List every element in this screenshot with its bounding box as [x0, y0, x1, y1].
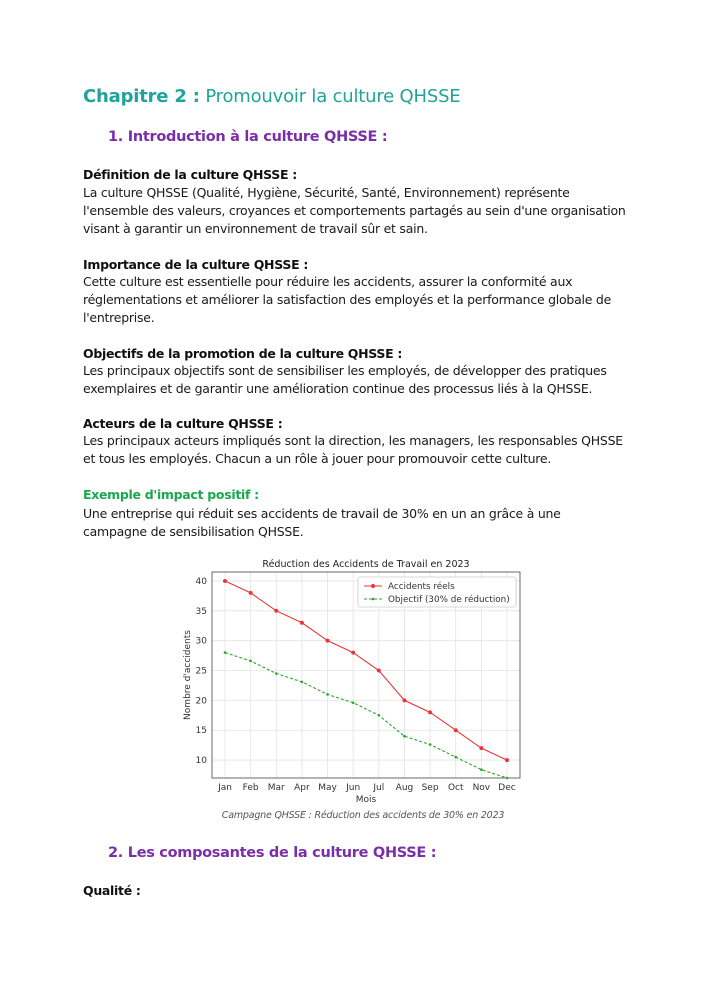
y-tick-label: 25 [195, 666, 207, 677]
definition-text: La culture QHSSE (Qualité, Hygiène, Sécurité, Santé, Environnement) représente l'ensemble des valeurs, croyances et comportements partagés au sein d'une organisation visant à garantir un environnement de travail sûr et sain. [83, 185, 626, 236]
y-tick-label: 40 [195, 576, 207, 587]
series-1-point [402, 698, 406, 702]
series-2-point [429, 743, 432, 746]
series-2-point [403, 735, 406, 738]
importance-title: Importance de la culture QHSSE : [83, 257, 309, 272]
y-tick-label: 15 [195, 726, 207, 737]
example-title: Exemple d'impact positif : [83, 487, 259, 502]
objectives-text: Les principaux objectifs sont de sensibiliser les employés, de développer des pratiques exemplaires et de garantir une amélioration continue des processus liés à la QHSSE. [83, 363, 607, 396]
chart-title: Réduction des Accidents de Travail en 2023 [262, 559, 470, 570]
series-2-point [506, 777, 509, 780]
series-1-point [300, 621, 304, 625]
series-2-point [454, 756, 457, 759]
series-1-point [326, 639, 330, 643]
x-tick-label: Feb [242, 783, 259, 793]
series-2-point [301, 681, 304, 684]
y-tick-label: 35 [195, 606, 207, 617]
legend-marker-2 [372, 598, 375, 601]
actors-title: Acteurs de la culture QHSSE : [83, 416, 283, 431]
chapter-heading [83, 86, 460, 107]
chapter-label: Chapitre 2 : [83, 86, 200, 107]
series-2-point [378, 714, 381, 717]
series-1-point [454, 728, 458, 732]
x-tick-label: Mar [267, 783, 285, 793]
series-2-point [275, 672, 278, 675]
definition-title: Définition de la culture QHSSE : [83, 167, 297, 182]
x-tick-label: Sep [421, 783, 439, 793]
series-1-point [505, 758, 509, 762]
accident-reduction-chart [170, 552, 530, 806]
series-2-point [326, 693, 329, 696]
actors-text: Les principaux acteurs impliqués sont la direction, les managers, les responsables QHSSE et tous les employés. Chacun a un rôle à jouer pour promouvoir cette culture. [83, 433, 623, 466]
x-tick-label: Oct [447, 783, 464, 793]
series-2-point [352, 701, 355, 704]
x-tick-label: Jun [346, 783, 361, 793]
series-2-point [224, 651, 227, 654]
x-tick-label: Jan [218, 783, 232, 793]
series-1-point [351, 651, 355, 655]
series-1-point [479, 746, 483, 750]
example-text: Une entreprise qui réduit ses accidents de travail de 30% en un an grâce à une campagne de sensibilisation QHSSE. [83, 506, 561, 539]
x-tick-label: Jul [373, 783, 385, 793]
series-1-point [249, 591, 253, 595]
y-tick-label: 10 [195, 756, 207, 767]
objectives-title: Objectifs de la promotion de la culture QHSSE : [83, 346, 403, 361]
series-2-point [480, 768, 483, 771]
series-line-2 [225, 653, 507, 778]
section2-title: Les composantes de la culture QHSSE : [127, 845, 437, 861]
section1-number: 1. [108, 129, 123, 145]
x-tick-label: Dec [498, 783, 516, 793]
y-axis-label: Nombre d'accidents [183, 630, 193, 720]
section2-number: 2. [108, 845, 123, 861]
chapter-title: Promouvoir la culture QHSSE [205, 86, 461, 107]
legend-marker-1 [371, 584, 375, 588]
x-tick-label: Apr [294, 783, 310, 793]
series-1-point [274, 609, 278, 613]
x-tick-label: Aug [395, 783, 414, 793]
section1-heading [108, 129, 387, 145]
series-1-point [223, 579, 227, 583]
legend-label-1: Accidents réels [388, 582, 455, 592]
y-tick-label: 30 [195, 636, 207, 647]
series-1-point [377, 669, 381, 673]
x-tick-label: May [318, 783, 337, 793]
legend-label-2: Objectif (30% de réduction) [388, 595, 510, 605]
series-1-point [428, 710, 432, 714]
section1-title: Introduction à la culture QHSSE : [127, 129, 388, 145]
section2-heading [108, 845, 436, 861]
series-2-point [249, 660, 252, 663]
quality-label: Qualité : [83, 883, 141, 898]
x-axis-label: Mois [355, 795, 377, 805]
importance-text: Cette culture est essentielle pour réduire les accidents, assurer la conformité aux réglementations et améliorer la satisfaction des employés et la performance globale de l'entreprise. [83, 274, 612, 325]
y-tick-label: 20 [195, 696, 207, 707]
chart-caption: Campagne QHSSE : Réduction des accidents de 30% en 2023 [221, 810, 505, 821]
x-tick-label: Nov [472, 783, 491, 793]
